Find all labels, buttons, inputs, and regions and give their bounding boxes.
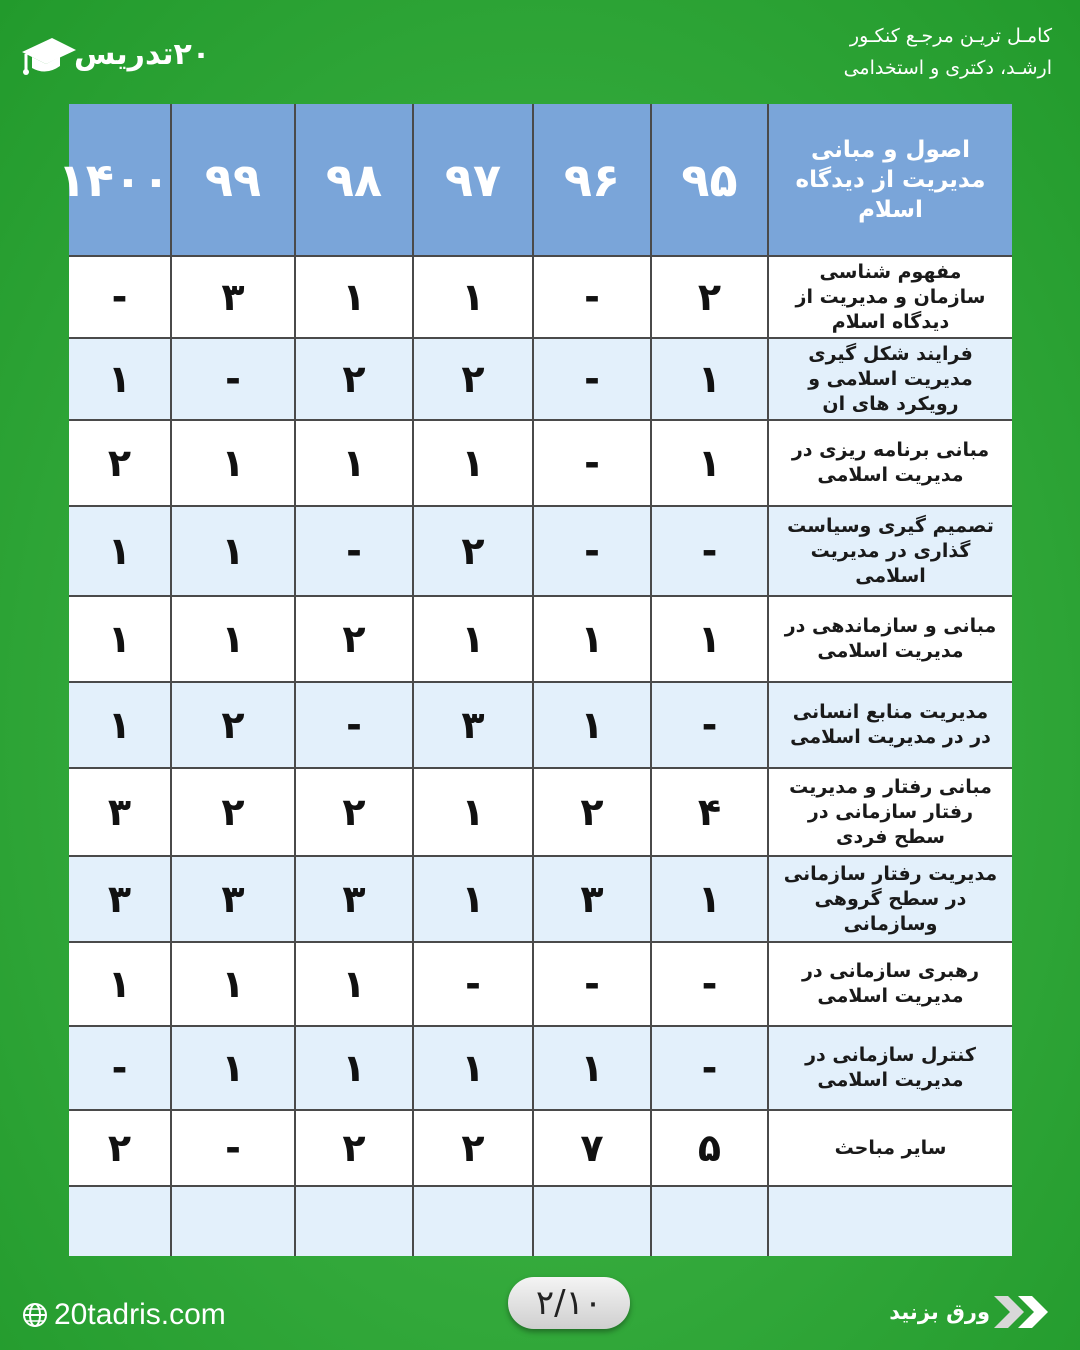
value-cell: ۷ — [533, 1110, 651, 1186]
topic-cell: مدیریت منابع انسانی در در مدیریت اسلامی — [768, 682, 1012, 768]
swipe-next-button[interactable] — [883, 1292, 1056, 1332]
topic-cell: تصمیم گیری وسیاست گذاری در مدیریت اسلامی — [768, 506, 1012, 596]
value-cell: ۱ — [533, 596, 651, 682]
tagline-line-2: ارشـد، دکتری و استخدامی — [843, 57, 1052, 79]
value-cell: ۴ — [651, 768, 768, 856]
value-cell: ۳ — [171, 856, 295, 942]
value-cell — [171, 1186, 295, 1256]
page-indicator: ۲/۱۰ — [508, 1277, 630, 1329]
value-cell: ۱ — [413, 420, 533, 506]
value-cell: - — [651, 1026, 768, 1110]
topic-cell: سایر مباحث — [768, 1110, 1012, 1186]
table-row — [69, 506, 1012, 596]
topic-cell — [768, 1186, 1012, 1256]
table-row — [69, 1186, 1012, 1256]
value-cell: - — [533, 338, 651, 420]
value-cell: ۲ — [295, 596, 413, 682]
value-cell: ۱ — [413, 1026, 533, 1110]
globe-icon — [22, 1302, 48, 1328]
topic-cell: مبانی و سازماندهی در مدیریت اسلامی — [768, 596, 1012, 682]
value-cell — [295, 1186, 413, 1256]
table-row — [69, 338, 1012, 420]
value-cell: ۱ — [295, 256, 413, 338]
value-cell: - — [171, 338, 295, 420]
value-cell: ۲ — [413, 1110, 533, 1186]
value-cell: - — [651, 942, 768, 1026]
value-cell: ۱ — [69, 942, 171, 1026]
value-cell: ۱ — [295, 420, 413, 506]
value-cell: - — [295, 682, 413, 768]
topic-cell: مدیریت رفتار سازمانی در سطح گروهی وسازمانی — [768, 856, 1012, 942]
value-cell: ۱ — [413, 768, 533, 856]
table-row — [69, 1110, 1012, 1186]
value-cell: - — [651, 682, 768, 768]
value-cell: - — [533, 256, 651, 338]
value-cell: - — [171, 1110, 295, 1186]
value-cell: ۳ — [533, 856, 651, 942]
topic-cell: کنترل سازمانی در مدیریت اسلامی — [768, 1026, 1012, 1110]
website-text: 20tadris.com — [54, 1298, 226, 1331]
value-cell: ۲ — [69, 1110, 171, 1186]
value-cell: ۱ — [171, 596, 295, 682]
logo-text: ۲۰تدریس — [74, 36, 211, 72]
value-cell: ۱ — [413, 256, 533, 338]
value-cell: ۱ — [171, 506, 295, 596]
year-header: ۹۸ — [295, 104, 413, 256]
tagline-line-1: کامـل تریـن مرجـع کنکـور — [849, 25, 1052, 47]
table-row — [69, 768, 1012, 856]
value-cell: ۳ — [171, 256, 295, 338]
value-cell: - — [533, 506, 651, 596]
swipe-label: ورق بزنید — [889, 1300, 990, 1324]
value-cell — [69, 1186, 171, 1256]
value-cell: ۱ — [533, 1026, 651, 1110]
value-cell: - — [533, 420, 651, 506]
table-row — [69, 856, 1012, 942]
value-cell: ۱ — [413, 596, 533, 682]
brand-logo — [18, 28, 211, 80]
value-cell: - — [69, 1026, 171, 1110]
topic-cell: مفهوم شناسی سازمان و مدیریت از دیدگاه اسلام — [768, 256, 1012, 338]
value-cell: ۱ — [69, 596, 171, 682]
table-row — [69, 942, 1012, 1026]
value-cell — [533, 1186, 651, 1256]
value-cell: ۲ — [533, 768, 651, 856]
value-cell: ۳ — [69, 768, 171, 856]
topic-cell: مبانی برنامه ریزی در مدیریت اسلامی — [768, 420, 1012, 506]
value-cell: ۲ — [413, 506, 533, 596]
value-cell: ۲ — [295, 1110, 413, 1186]
value-cell: ۱ — [69, 338, 171, 420]
value-cell: ۳ — [413, 682, 533, 768]
table-row — [69, 1026, 1012, 1110]
table-header-row — [69, 104, 1012, 256]
value-cell: - — [533, 942, 651, 1026]
topic-cell: مبانی رفتار و مدیریت رفتار سازمانی در سطح فردی — [768, 768, 1012, 856]
year-header: ۹۹ — [171, 104, 295, 256]
value-cell: ۲ — [651, 256, 768, 338]
graduation-cap-icon — [18, 30, 78, 78]
value-cell: ۲ — [69, 420, 171, 506]
topic-column-header: اصول و مبانی مدیریت از دیدگاه اسلام — [768, 104, 1012, 256]
value-cell: ۳ — [295, 856, 413, 942]
topic-frequency-table — [57, 104, 1012, 1254]
year-header: ۱۴۰۰ — [69, 104, 171, 256]
value-cell: ۱ — [413, 856, 533, 942]
table-row — [69, 256, 1012, 338]
value-cell: ۱ — [295, 942, 413, 1026]
year-header: ۹۵ — [651, 104, 768, 256]
value-cell: ۱ — [69, 506, 171, 596]
website-link[interactable] — [22, 1298, 226, 1332]
value-cell: ۱ — [651, 420, 768, 506]
value-cell: ۱ — [171, 1026, 295, 1110]
value-cell: ۲ — [171, 768, 295, 856]
year-header: ۹۷ — [413, 104, 533, 256]
value-cell: ۱ — [171, 942, 295, 1026]
value-cell: ۱ — [533, 682, 651, 768]
table-row — [69, 420, 1012, 506]
value-cell: ۱ — [651, 856, 768, 942]
value-cell: ۲ — [171, 682, 295, 768]
value-cell: ۱ — [69, 682, 171, 768]
value-cell: ۱ — [171, 420, 295, 506]
value-cell: ۱ — [651, 596, 768, 682]
value-cell: - — [295, 506, 413, 596]
value-cell: ۳ — [69, 856, 171, 942]
value-cell: - — [413, 942, 533, 1026]
table-row — [69, 682, 1012, 768]
value-cell: - — [69, 256, 171, 338]
value-cell — [651, 1186, 768, 1256]
value-cell: ۲ — [295, 768, 413, 856]
table-row — [69, 596, 1012, 682]
topic-cell: فرایند شکل گیری مدیریت اسلامی و رویکرد های ان — [768, 338, 1012, 420]
value-cell: - — [651, 506, 768, 596]
tagline — [792, 20, 1052, 84]
value-cell — [413, 1186, 533, 1256]
double-chevron-right-icon — [990, 1292, 1056, 1332]
value-cell: ۲ — [295, 338, 413, 420]
value-cell: ۱ — [651, 338, 768, 420]
value-cell: ۲ — [413, 338, 533, 420]
value-cell: ۱ — [295, 1026, 413, 1110]
topic-cell: رهبری سازمانی در مدیریت اسلامی — [768, 942, 1012, 1026]
year-header: ۹۶ — [533, 104, 651, 256]
value-cell: ۵ — [651, 1110, 768, 1186]
